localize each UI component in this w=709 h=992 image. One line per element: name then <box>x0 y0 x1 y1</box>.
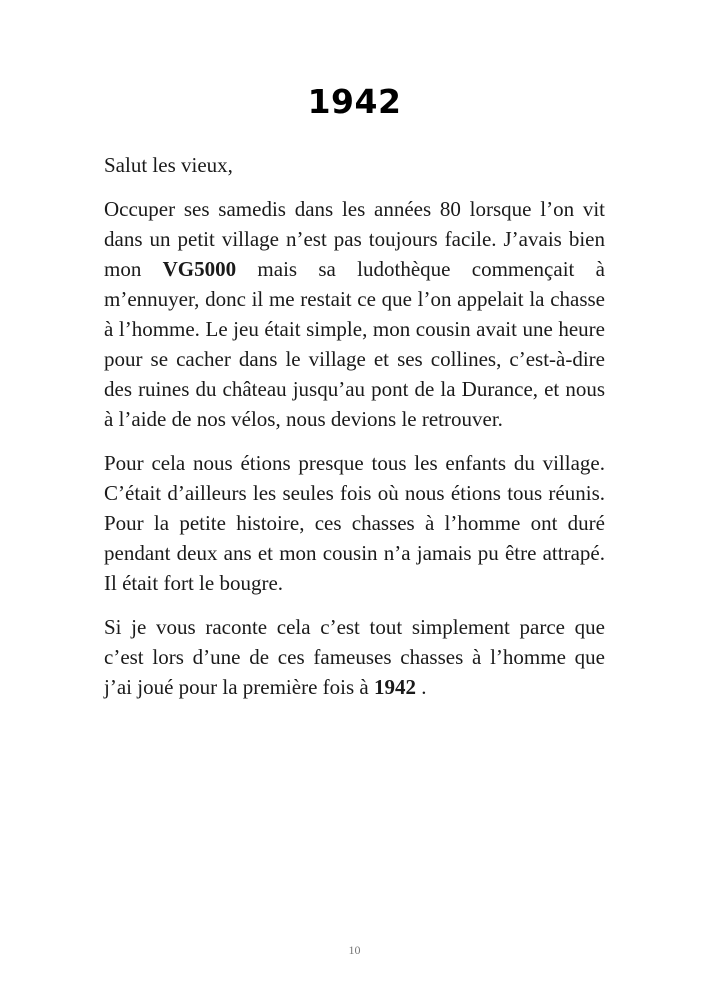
page-title: 1942 <box>307 82 402 121</box>
paragraph-3-bold: 1942 <box>373 675 416 699</box>
paragraph-1-bold: VG5000 <box>162 257 237 281</box>
paragraph-3-part-2: . <box>415 675 427 699</box>
page-number: 10 <box>348 943 361 957</box>
paragraph-1 <box>104 194 605 434</box>
paragraph-1-part-1: Occuper ses samedis dans les années 80 lorsque l’on vit dans un petit village n’est pas toujours facile. J’avais bien mon <box>104 197 605 281</box>
paragraph-2: Pour cela nous étions presque tous les enfants du village. C’était d’ailleurs les seules fois où nous étions tous réunis. Pour la petite histoire, ces chasses à l’homme ont duré pendant deux ans et mon cousin n’a jamais pu être attrapé. Il était fort le bougre. <box>104 451 605 595</box>
greeting: Salut les vieux, <box>104 153 233 177</box>
paragraph-3-part-1: Si je vous raconte cela c’est tout simplement parce que c’est lors d’une de ces fameuses chasses à l’homme que j’ai joué pour la première fois à <box>104 615 605 699</box>
body-text <box>104 150 605 716</box>
paragraph-1-part-2: mais sa ludothèque commençait à m’ennuyer, donc il me restait ce que l’on appelait la chasse à l’homme. Le jeu était simple, mon cousin avait une heure pour se cacher dans le village et ses collines, c’est-à-dire des ruines du château jusqu’au pont de la Durance, et nous à l’aide de nos vélos, nous devions le retrouver. <box>104 257 605 431</box>
paragraph-3 <box>104 612 605 702</box>
